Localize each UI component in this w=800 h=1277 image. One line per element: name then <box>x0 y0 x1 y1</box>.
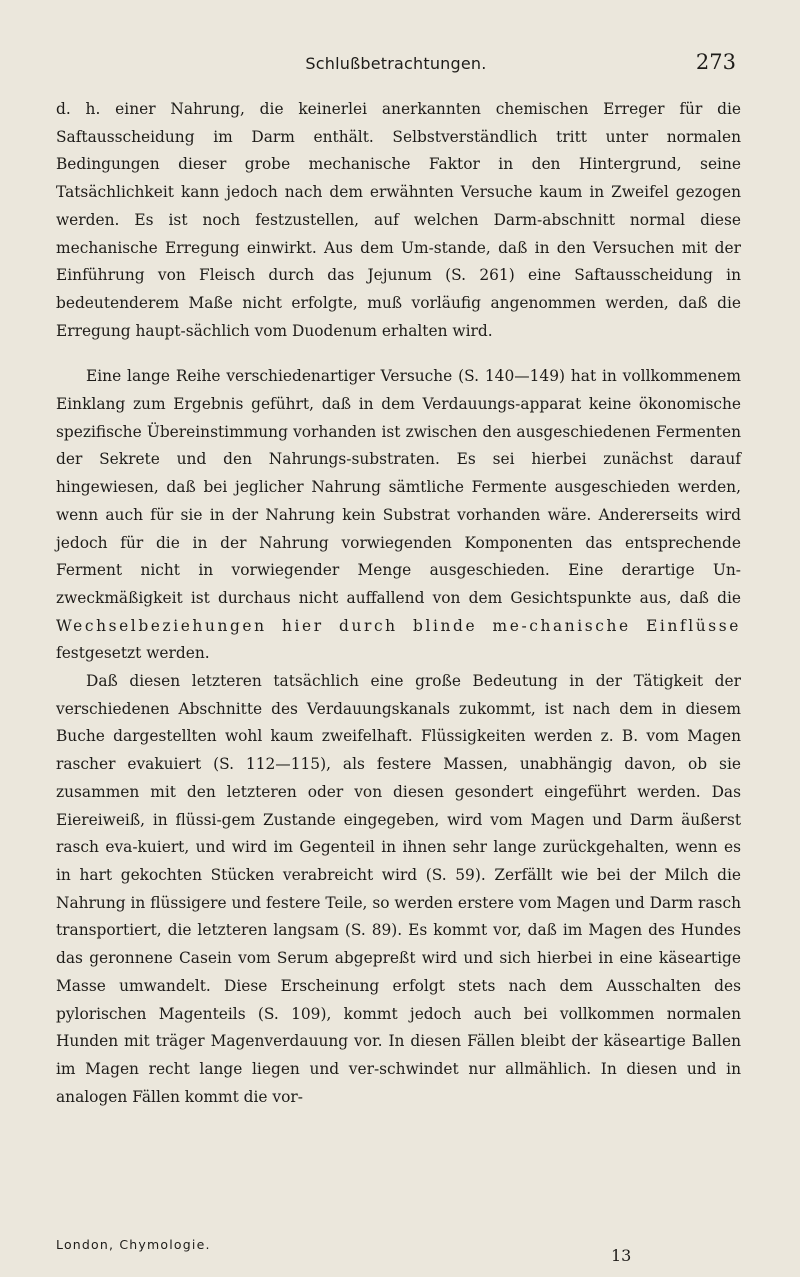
paragraph-2-ending: festgesetzt werden. <box>56 644 210 663</box>
page-header <box>56 50 736 82</box>
running-title: Schlußbetrachtungen. <box>305 54 487 73</box>
sheet-number: 13 <box>611 1246 632 1265</box>
body-text <box>56 96 741 1111</box>
page-number: 273 <box>695 50 736 74</box>
paragraph-2 <box>56 363 741 668</box>
paragraph-3: Daß diesen letzteren tatsächlich eine große Bedeutung in der Tätigkeit der verschiedenen Abschnitte des Verdauungskanals zukommt, ist nach dem in diesem Buche dargestellten wohl kaum zweifelhaft. Flüssigkeiten werden z. B. vom Magen rascher evakuiert (S. 112—115), als festere Massen, unabhängig davon, ob sie zusammen mit den letzteren oder von diesen gesondert eingeführt werden. Das Eiereiweiß, in flüssi-gem Zustande eingegeben, wird vom Magen und Darm äußerst rasch eva-kuiert, und wird im Gegenteil in ihnen sehr lange zurückgehalten, wenn es in hart gekochten Stücken verabreicht wird (S. 59). Zerfällt wie bei der Milch die Nahrung in flüssigere und festere Teile, so werden erstere vom Magen und Darm rasch transportiert, die letzteren langsam (S. 89). Es kommt vor, daß im Magen des Hundes das geronnene Casein vom Serum abgepreßt wird und sich hierbei in eine käseartige Masse umwandelt. Diese Erscheinung erfolgt stets nach dem Ausschalten des pylorischen Magenteils (S. 109), kommt jedoch auch bei vollkommen normalen Hunden mit träger Magenverdauung vor. In diesen Fällen bleibt der käseartige Ballen im Magen recht lange liegen und ver-schwindet nur allmählich. In diesen und in analogen Fällen kommt die vor- <box>56 672 741 1106</box>
printer-signature: London, Chymologie. <box>56 1237 211 1252</box>
paragraph-1: d. h. einer Nahrung, die keinerlei anerkannten chemischen Erreger für die Saftausscheidung im Darm enthält. Selbstverständlich tritt unter normalen Bedingungen dieser grobe mechanische Faktor in den Hintergrund, seine Tatsächlichkeit kann jedoch nach dem erwähnten Versuche kaum in Zweifel gezogen werden. Es ist noch festzustellen, auf welchen Darm-abschnitt normal diese mechanische Erregung einwirkt. Aus dem Um-stande, daß in den Versuchen mit der Einführung von Fleisch durch das Jejunum (S. 261) eine Saftausscheidung in bedeutenderem Maße nicht erfolgte, muß vorläufig angenommen werden, daß die Erregung haupt-sächlich vom Duodenum erhalten wird. <box>56 100 741 340</box>
paragraph-2-text: Eine lange Reihe verschiedenartiger Versuche (S. 140—149) hat in vollkommenem Einklang zum Ergebnis geführt, daß in dem Verdauungs-apparat keine ökonomische spezifische Übereinstimmung vorhanden ist zwischen den ausgeschiedenen Fermenten der Sekrete und den Nahrungs-substraten. Es sei hierbei zunächst darauf hingewiesen, daß bei jeglicher Nahrung sämtliche Fermente ausgeschieden werden, wenn auch für sie in der Nahrung kein Substrat vorhanden wäre. Andererseits wird jedoch für die in der Nahrung vorwiegenden Komponenten das entsprechende Ferment nicht in vorwiegender Menge ausgeschieden. Eine derartige Un-zweckmäßigkeit ist durchaus nicht auffallend von dem Gesichtspunkte aus, daß die <box>56 367 741 607</box>
page-footer <box>56 1237 741 1267</box>
spaced-emphasis: Wechselbeziehungen hier durch blinde me-chanische Einflüsse <box>56 616 741 635</box>
